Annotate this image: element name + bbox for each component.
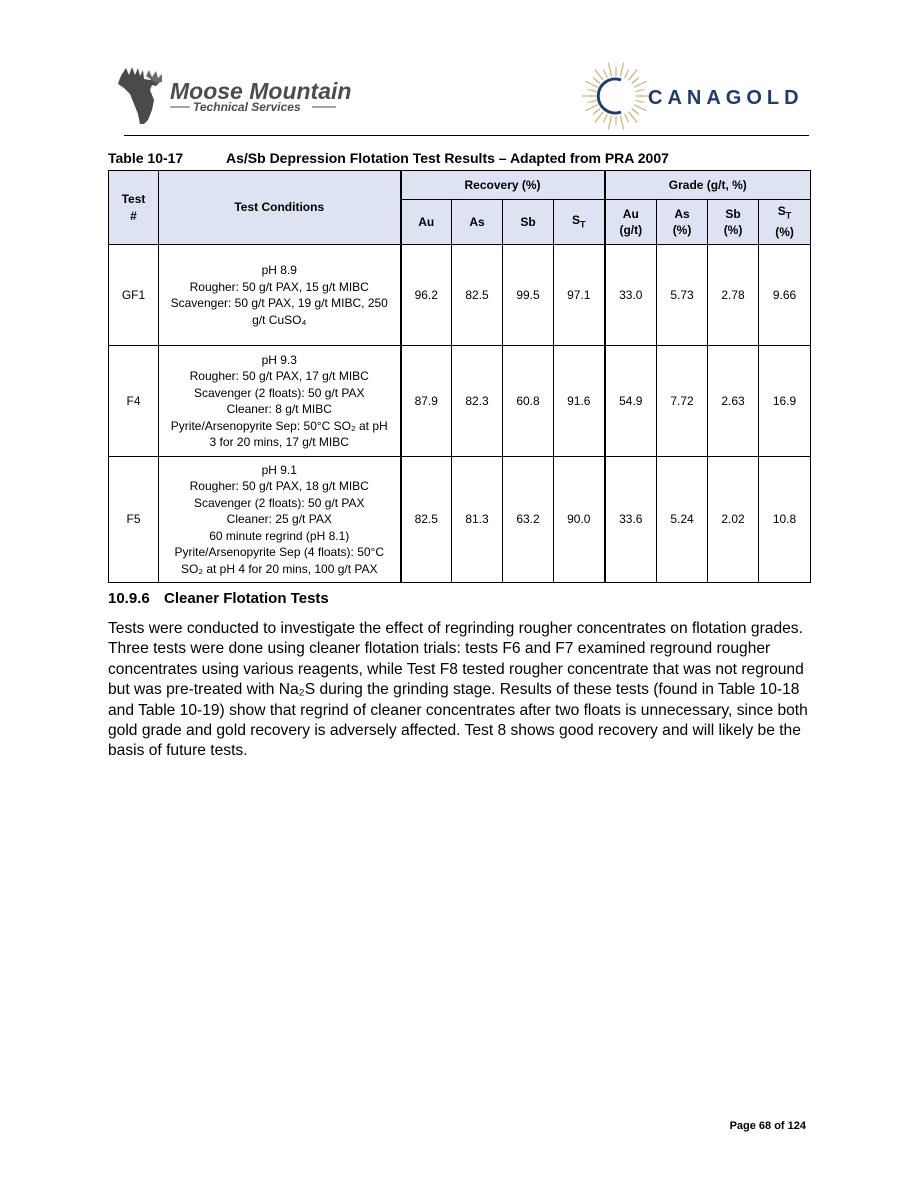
c-mark-icon <box>598 79 621 113</box>
table-header-row <box>109 171 811 200</box>
svg-text:Moose Mountain: Moose Mountain <box>170 78 352 104</box>
grade-value-cell: 10.8 <box>759 457 811 583</box>
recovery-value-cell: 82.5 <box>452 245 503 346</box>
table-body <box>109 245 811 583</box>
table-number: Table 10-17 <box>108 150 184 166</box>
recovery-value-cell: 60.8 <box>503 346 554 457</box>
grade-value-cell: 33.0 <box>605 245 657 346</box>
header-recovery-as: As <box>452 200 503 245</box>
section-body-paragraph: Tests were conducted to investigate the effect of regrinding rougher concentrates on flotation grades. Three tests were done using cleaner flotation trials: tests F6 and F7 examined reground rougher concentrates using various reagents, while Test F8 tested rougher concentrate that was not reground but was pre-treated with Na₂S during the grinding stage. Results of these tests (found in Table 10-18 and Table 10-19) show that regrind of cleaner concentrates after two floats is unnecessary, since both gold grade and gold recovery is adversely affected. Test 8 shows good recovery and will likely be the basis of future tests. <box>108 620 808 760</box>
recovery-value-cell: 97.1 <box>554 245 605 346</box>
table-caption <box>108 150 808 166</box>
grade-value-cell: 16.9 <box>759 346 811 457</box>
recovery-value-cell: 99.5 <box>503 245 554 346</box>
table-row <box>109 245 811 346</box>
recovery-value-cell: 87.9 <box>401 346 452 457</box>
test-id-cell: F4 <box>109 346 159 457</box>
canagold-logo <box>580 60 805 132</box>
test-conditions-cell: pH 9.1 Rougher: 50 g/t PAX, 18 g/t MIBC Scavenger (2 floats): 50 g/t PAX Cleaner: 25 g/t PAX 60 minute regrind (pH 8.1) Pyrite/Arsenopyrite Sep (4 floats): 50°C SO₂ at pH 4 for 20 mins, 100 g/t PAX <box>159 457 401 583</box>
header-grade-group: Grade (g/t, %) <box>605 171 811 200</box>
test-id-cell: F5 <box>109 457 159 583</box>
page-number: Page 68 of 124 <box>729 1120 806 1132</box>
header-grade-st: $S_T$ (%) <box>759 200 811 245</box>
svg-text:CANAGOLD: CANAGOLD <box>648 87 804 109</box>
page-header <box>0 0 918 140</box>
table-title: As/Sb Depression Flotation Test Results – Adapted from PRA 2007 <box>226 150 669 166</box>
header-grade-au: Au (g/t) <box>605 200 657 245</box>
grade-value-cell: 7.72 <box>657 346 708 457</box>
header-test: Test # <box>109 171 159 245</box>
flotation-results-table <box>108 170 811 583</box>
moose-mountain-logo <box>116 66 352 128</box>
grade-value-cell: 54.9 <box>605 346 657 457</box>
header-grade-sb: Sb (%) <box>708 200 759 245</box>
grade-value-cell: 9.66 <box>759 245 811 346</box>
header-divider <box>124 135 809 136</box>
grade-value-cell: 2.02 <box>708 457 759 583</box>
header-recovery-st: $S_T$ <box>554 200 605 245</box>
grade-value-cell: 2.63 <box>708 346 759 457</box>
table-row <box>109 346 811 457</box>
test-conditions-cell: pH 9.3 Rougher: 50 g/t PAX, 17 g/t MIBC Scavenger (2 floats): 50 g/t PAX Cleaner: 8 g/t MIBC Pyrite/Arsenopyrite Sep: 50°C SO₂ at pH 3 for 20 mins, 17 g/t MIBC <box>159 346 401 457</box>
header-grade-as: As (%) <box>657 200 708 245</box>
sunburst-icon <box>582 63 650 129</box>
recovery-value-cell: 82.3 <box>452 346 503 457</box>
header-recovery-sb: Sb <box>503 200 554 245</box>
table-row <box>109 457 811 583</box>
test-id-cell: GF1 <box>109 245 159 346</box>
recovery-value-cell: 96.2 <box>401 245 452 346</box>
grade-value-cell: 33.6 <box>605 457 657 583</box>
grade-value-cell: 5.73 <box>657 245 708 346</box>
grade-value-cell: 5.24 <box>657 457 708 583</box>
recovery-value-cell: 91.6 <box>554 346 605 457</box>
test-conditions-cell: pH 8.9 Rougher: 50 g/t PAX, 15 g/t MIBC Scavenger: 50 g/t PAX, 19 g/t MIBC, 250 g/t CuSO₄ <box>159 245 401 346</box>
moose-icon <box>118 67 162 124</box>
recovery-value-cell: 90.0 <box>554 457 605 583</box>
recovery-value-cell: 63.2 <box>503 457 554 583</box>
header-recovery-group: Recovery (%) <box>401 171 605 200</box>
section-heading <box>108 590 329 607</box>
section-title: Cleaner Flotation Tests <box>164 590 329 607</box>
recovery-value-cell: 82.5 <box>401 457 452 583</box>
svg-text:Technical Services: Technical Services <box>193 100 301 114</box>
header-recovery-au: Au <box>401 200 452 245</box>
header-conditions: Test Conditions <box>159 171 401 245</box>
recovery-value-cell: 81.3 <box>452 457 503 583</box>
grade-value-cell: 2.78 <box>708 245 759 346</box>
section-number: 10.9.6 <box>108 590 150 607</box>
